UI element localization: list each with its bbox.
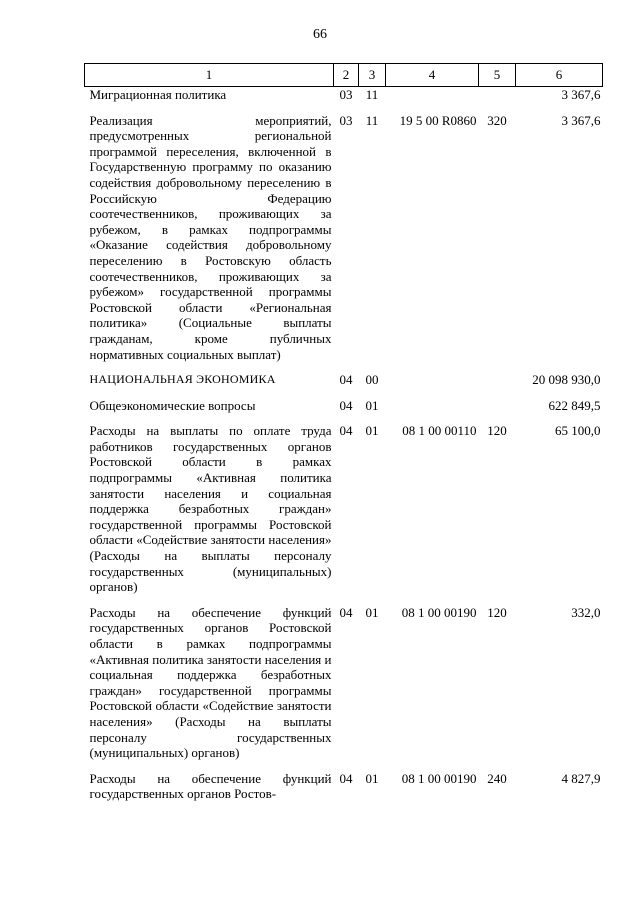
row-csr: 08 1 00 00110 [402, 423, 477, 439]
row-csr [386, 398, 479, 414]
row-name: Реализация мероприятий, предусмотренных региональной программой переселения, включенной в Государственную программу по оказанию содействия добровольному переселению в Российскую Федерацию соотечественников, проживающих за рубежом, в рамках подпрограммы «Оказание содействия добровольному переселению в Ростовскую область соотечественников, проживающих за рубежом» государственной программы Ростовской области «Региональная политика» (Социальные выплаты гражданам, кроме публичных нормативных социальных выплат) [89, 112, 332, 362]
row-amount: 65 100,0 [555, 423, 601, 439]
row-vr: 320 [487, 112, 507, 128]
row-csr: 08 1 00 00190 [401, 604, 477, 620]
row-rz: 04 [339, 397, 353, 413]
row-amount: 4 827,9 [561, 770, 601, 786]
row-pr: 01 [365, 423, 379, 439]
row-spacer [85, 595, 603, 605]
row-rz: 03 [339, 87, 353, 102]
row-amount: 3 367,6 [561, 112, 601, 128]
header-col-4: 4 [386, 64, 479, 87]
row-rz: 04 [339, 423, 353, 439]
table-body [85, 87, 603, 802]
page-number: 66 [313, 27, 327, 42]
row-amount: 3 367,6 [561, 87, 601, 102]
table-row [85, 605, 603, 761]
row-vr [479, 398, 516, 414]
row-vr: 120 [487, 423, 507, 439]
table-row [85, 113, 603, 363]
row-csr: 19 5 00 R0860 [399, 112, 477, 128]
row-name: НАЦИОНАЛЬНАЯ ЭКОНОМИКА [89, 372, 276, 387]
row-csr: 08 1 00 00190 [401, 770, 477, 786]
row-name: Общеэкономические вопросы [89, 397, 256, 413]
header-col-1: 1 [85, 64, 334, 87]
row-pr: 01 [365, 604, 379, 620]
row-spacer [85, 388, 603, 398]
row-name: Расходы на выплаты по оплате труда работников государственных органов Ростовской области в рамках подпрограммы «Активная политика занятости населения и социальная поддержка безработных граждан» государственной программы Ростовской области «Содействие занятости населения» (Расходы на выплаты персоналу государственных (муниципальных) органов) [89, 423, 332, 595]
row-rz: 03 [339, 112, 353, 128]
header-col-5: 5 [479, 64, 516, 87]
row-vr: 120 [487, 604, 507, 620]
row-amount: 622 849,5 [548, 397, 601, 413]
row-spacer [85, 413, 603, 423]
row-vr [479, 372, 516, 388]
row-spacer [85, 761, 603, 771]
row-amount: 332,0 [571, 604, 601, 620]
row-pr: 01 [365, 770, 379, 786]
row-vr [479, 87, 516, 103]
row-name: Расходы на обеспечение функций государственных органов Ростовской области в рамках подпрограммы «Активная политика занятости населения и социальная поддержка безработных граждан» государственной программы Ростовской области «Содействие занятости населения» (Расходы на выплаты персоналу государственных (муниципальных) органов) [89, 604, 332, 761]
table-row [85, 87, 603, 103]
row-vr: 240 [487, 770, 507, 786]
row-rz: 04 [339, 372, 353, 388]
row-csr [386, 87, 479, 103]
row-rz: 04 [339, 604, 353, 620]
table-row [85, 771, 603, 802]
row-spacer [85, 103, 603, 113]
row-amount: 20 098 930,0 [532, 372, 601, 388]
table-header [85, 64, 603, 87]
row-name: Миграционная политика [89, 87, 227, 102]
row-spacer [85, 362, 603, 372]
row-pr: 11 [365, 112, 379, 128]
table-row [85, 423, 603, 595]
table-row [85, 398, 603, 414]
header-col-6: 6 [516, 64, 603, 87]
header-col-2: 2 [334, 64, 359, 87]
row-name: Расходы на обеспечение функций государственных органов Ростов- [89, 770, 332, 802]
budget-table [84, 63, 603, 802]
row-csr [386, 372, 479, 388]
header-col-3: 3 [359, 64, 386, 87]
header-row [85, 64, 603, 87]
row-pr: 01 [365, 397, 379, 413]
row-rz: 04 [339, 770, 353, 786]
row-pr: 11 [365, 87, 379, 102]
table-row [85, 372, 603, 388]
row-pr: 00 [365, 372, 379, 388]
